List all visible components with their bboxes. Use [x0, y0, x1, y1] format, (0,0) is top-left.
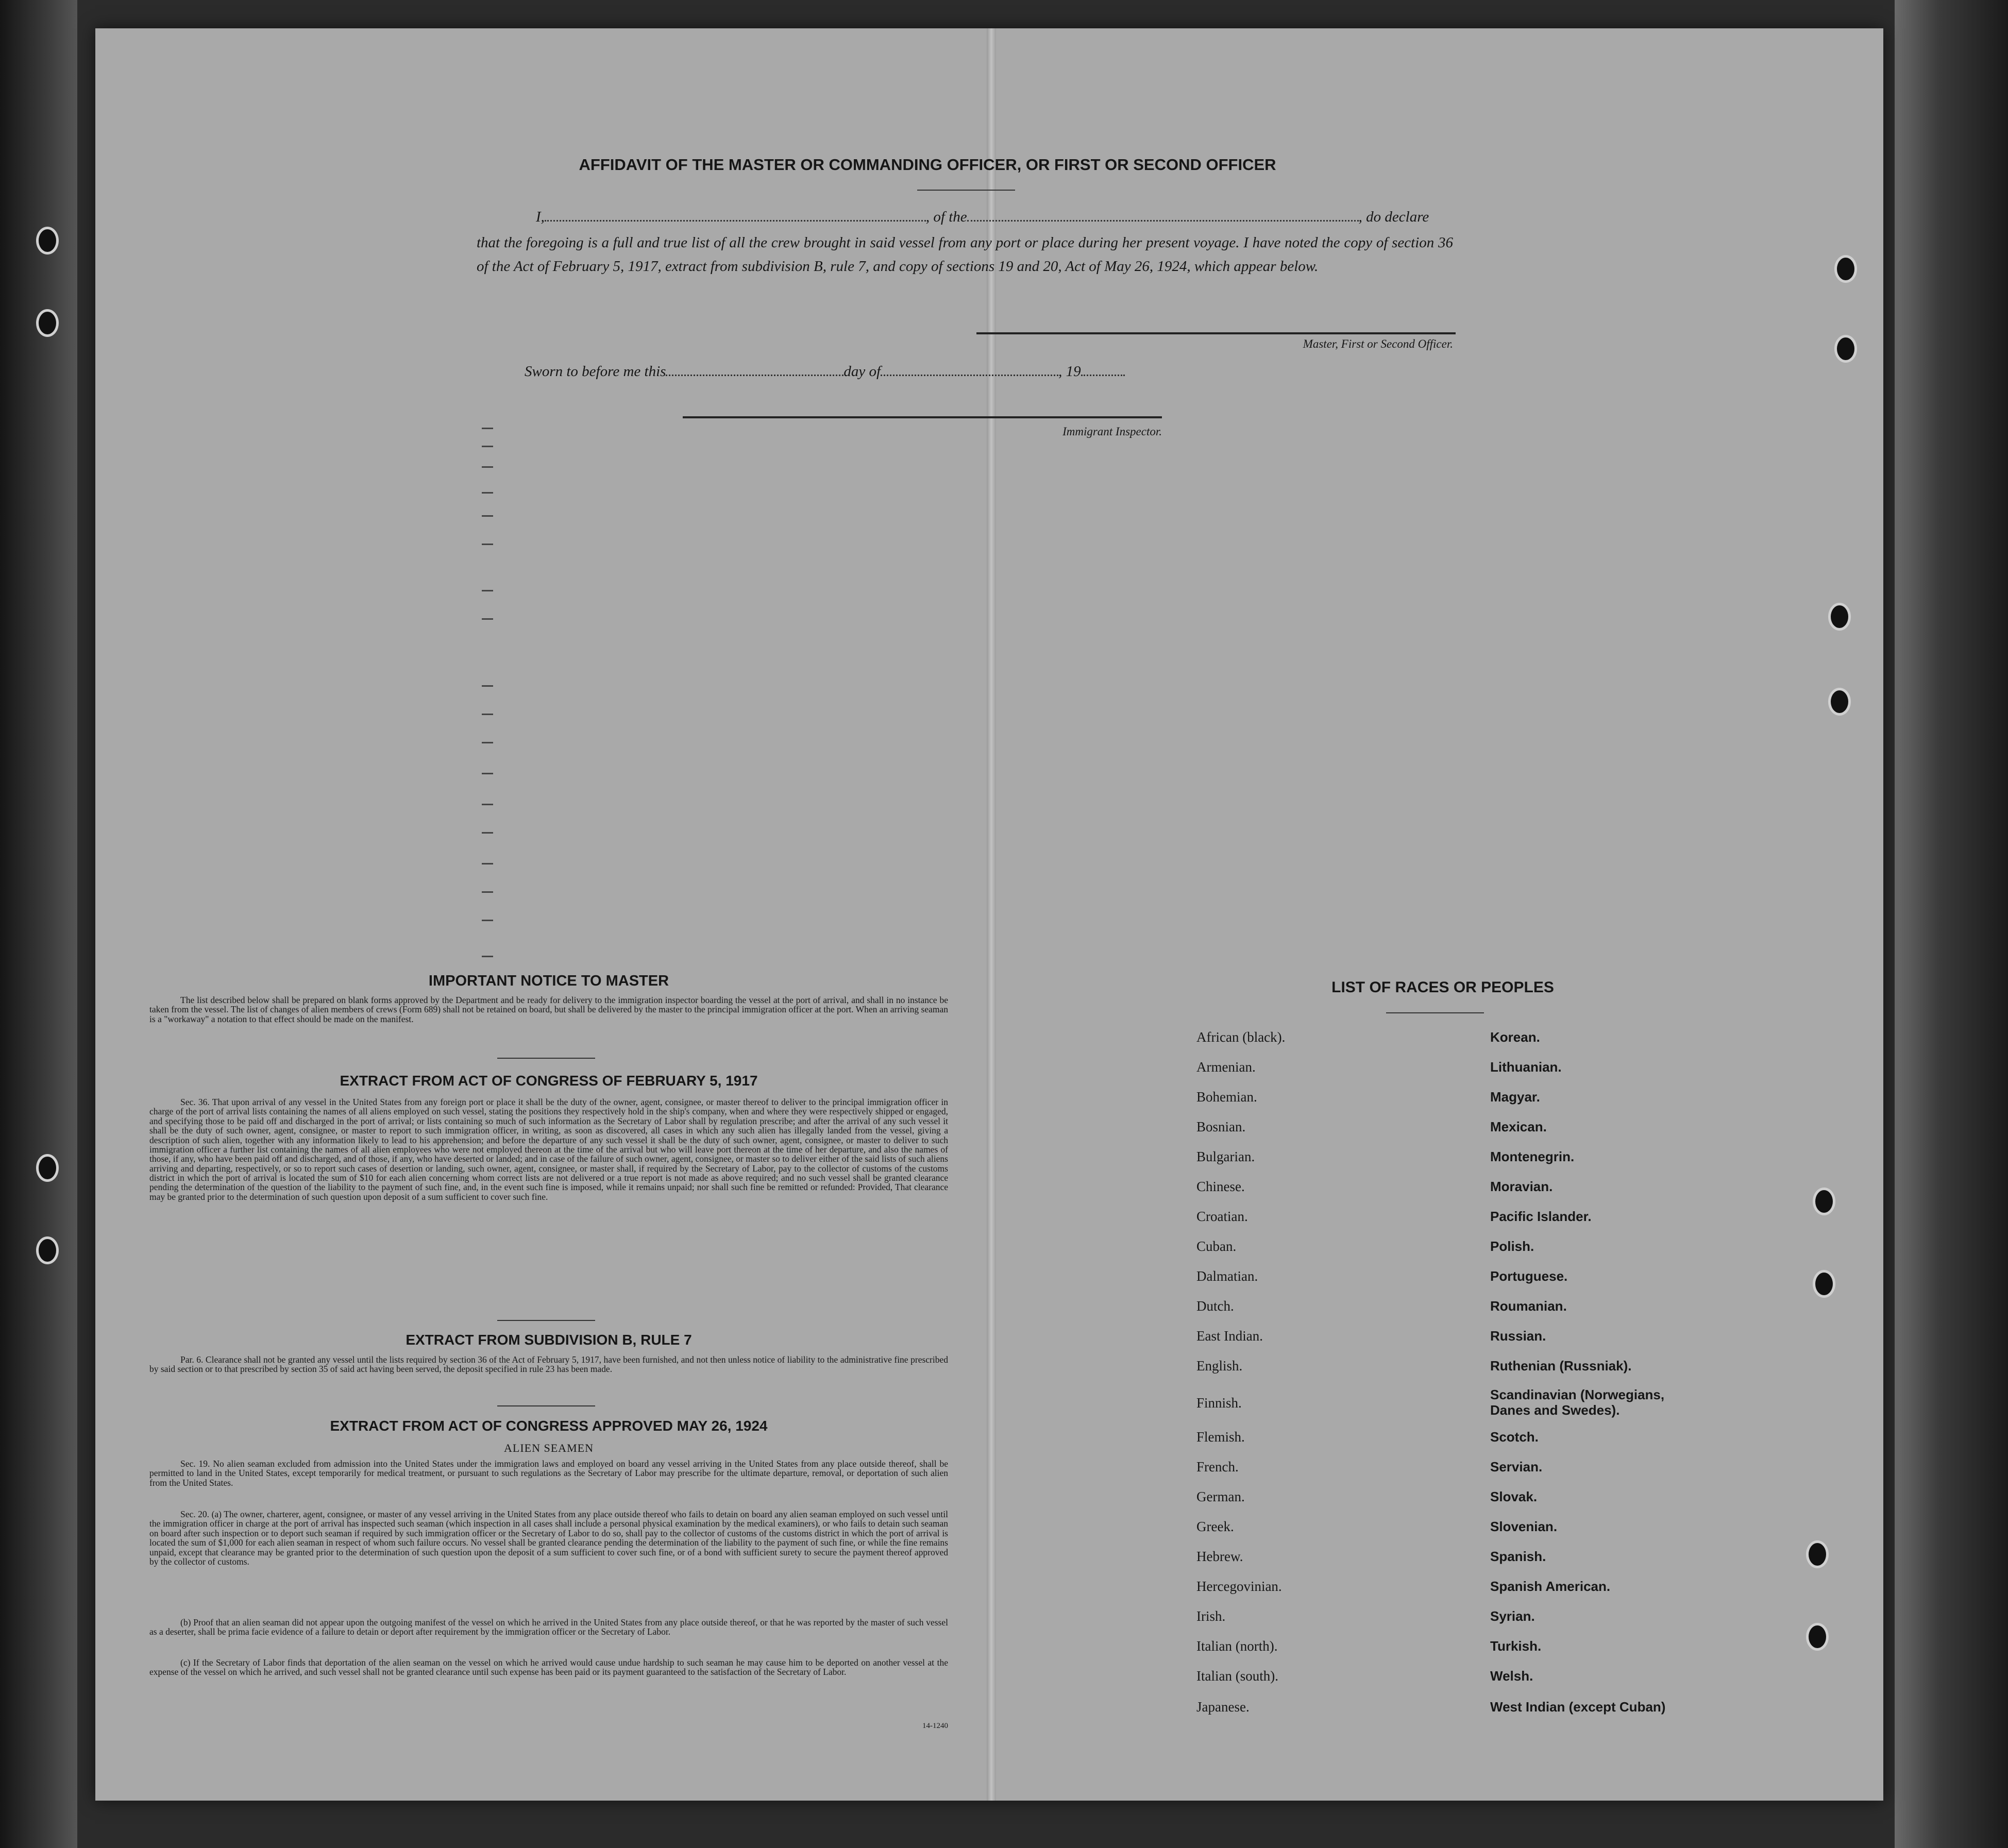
row-dash — [482, 773, 493, 774]
race-item: Scandinavian (Norwegians, Danes and Swedes). — [1490, 1387, 1665, 1418]
row-dash — [482, 685, 493, 687]
sworn-month-field[interactable] — [881, 375, 1058, 376]
section-rule — [497, 1405, 595, 1406]
extract-1924-subtitle: ALIEN SEAMEN — [504, 1442, 594, 1454]
race-item: Mexican. — [1490, 1119, 1547, 1134]
of-the-label: , of the — [925, 209, 967, 225]
row-dash — [482, 492, 493, 494]
i-label: I, — [536, 209, 545, 225]
extract-rule7-text: Par. 6. Clearance shall not be granted any vessel until the lists required by section 36 of the Act of February 5, 1917, have been furnished, and not then unless notice of liability to the administrative fine prescribed by said section or to that prescribed by section 35 of said act having been served, the deposit specified in rule 23 has been made. — [149, 1354, 948, 1375]
binder-hole — [1806, 1540, 1829, 1568]
race-item: Bohemian. — [1196, 1089, 1257, 1105]
row-dash — [482, 590, 493, 591]
row-dash — [482, 863, 493, 864]
race-item: Cuban. — [1196, 1239, 1237, 1254]
year-label: , 19 — [1058, 363, 1081, 380]
binder-hole — [1828, 603, 1851, 631]
race-item: Irish. — [1196, 1608, 1226, 1624]
race-item: Italian (north). — [1196, 1638, 1278, 1654]
race-item: Japanese. — [1196, 1699, 1250, 1715]
race-item: East Indian. — [1196, 1328, 1263, 1344]
race-item: Portuguese. — [1490, 1268, 1568, 1284]
row-dash — [482, 891, 493, 893]
race-item: Hercegovinian. — [1196, 1579, 1282, 1594]
race-item: German. — [1196, 1489, 1245, 1504]
sworn-year-field[interactable] — [1081, 375, 1125, 376]
binder-hole — [1828, 688, 1851, 716]
extract-1917-title: EXTRACT FROM ACT OF CONGRESS OF FEBRUARY 5, 1917 — [340, 1073, 758, 1089]
race-item: Syrian. — [1490, 1608, 1535, 1624]
declaration-line — [536, 209, 1453, 226]
page-fold — [987, 28, 996, 1801]
day-of-label: day of — [843, 363, 881, 380]
binder-hole — [1813, 1270, 1835, 1298]
binder-hole — [36, 1154, 59, 1182]
row-dash — [482, 920, 493, 921]
races-title: LIST OF RACES OR PEOPLES — [1331, 979, 1554, 996]
race-item: Servian. — [1490, 1459, 1543, 1474]
scan-border-left — [0, 0, 77, 1848]
affidavit-body: that the foregoing is a full and true list of all the crew brought in said vessel from any port or place during her present voyage. I have noted the copy of section 36 of the Act of February 5, 1917, extract from subdivision B, rule 7, and copy of sections 19 and 20, Act of May 26, 1924, which appear below. — [477, 234, 1453, 275]
extract-1924-title: EXTRACT FROM ACT OF CONGRESS APPROVED MAY 26, 1924 — [330, 1418, 768, 1434]
row-dash — [482, 544, 493, 545]
race-item: Armenian. — [1196, 1059, 1256, 1075]
race-item: Flemish. — [1196, 1429, 1245, 1445]
vessel-field[interactable] — [967, 220, 1359, 222]
race-item: Magyar. — [1490, 1089, 1540, 1105]
race-item: Dalmatian. — [1196, 1268, 1258, 1284]
race-item: Polish. — [1490, 1239, 1534, 1254]
row-dash — [482, 428, 493, 429]
binder-hole — [1813, 1188, 1835, 1215]
section-rule — [497, 1320, 595, 1321]
row-dash — [482, 714, 493, 715]
race-item: African (black). — [1196, 1029, 1286, 1045]
race-item: Slovak. — [1490, 1489, 1538, 1504]
race-item: Ruthenian (Russniak). — [1490, 1358, 1632, 1374]
race-item: Hebrew. — [1196, 1549, 1243, 1564]
race-item: French. — [1196, 1459, 1239, 1474]
inspector-line[interactable] — [683, 416, 1162, 418]
affidavit-title: AFFIDAVIT OF THE MASTER OR COMMANDING OFFICER, OR FIRST OR SECOND OFFICER — [579, 156, 1276, 174]
race-item: Bulgarian. — [1196, 1149, 1255, 1164]
inspector-label: Immigrant Inspector. — [1062, 425, 1162, 438]
race-item: Dutch. — [1196, 1298, 1234, 1314]
row-dash — [482, 618, 493, 620]
signature-label: Master, First or Second Officer. — [1303, 337, 1453, 350]
race-item: Chinese. — [1196, 1179, 1245, 1194]
race-item: Pacific Islander. — [1490, 1209, 1592, 1224]
race-item: Finnish. — [1196, 1395, 1242, 1411]
race-item: Korean. — [1490, 1029, 1540, 1045]
races-rule — [1386, 1012, 1484, 1013]
row-dash — [482, 742, 493, 743]
binder-hole — [36, 1236, 59, 1264]
name-field[interactable] — [545, 220, 926, 222]
row-dash — [482, 832, 493, 834]
row-dash — [482, 466, 493, 468]
race-item: Moravian. — [1490, 1179, 1553, 1194]
sworn-label: Sworn to before me this — [525, 363, 666, 380]
race-item: Italian (south). — [1196, 1668, 1278, 1684]
sec20c-text: (c) If the Secretary of Labor finds that deportation of the alien seaman on the vessel on which he arrived would cause undue hardship to such seaman he may cause him to be deported on another vessel at the expense of the vessel on which he arrived, and such vessel shall not be granted clearance until such expense has been paid or its payment guaranteed to the satisfaction of the Secretary of Labor. — [149, 1657, 948, 1677]
sec20a-text: Sec. 20. (a) The owner, charterer, agent, consignee, or master of any vessel arriving in the United States from any place outside thereof who fails to detain on board any alien seaman employed on such vessel until the immigration officer in charge at the port of arrival has inspected such seaman (which inspection in all cases shall include a personal physical examination by the medical examiners), or who fails to detain such seaman on board after such inspection or to deport such seaman if required by such immigration officer or the Secretary of Labor to do so, shall pay to the collector of customs of the customs district in which the port of arrival is located the sum of $1,000 for each alien seaman in respect of whom such failure occurs. No vessel shall be granted clearance pending the determination of the liability to the payment of such fine, or while the fine remains unpaid, except that clearance may be granted prior to the determination of such question upon the deposit of a sum sufficient to cover such fine, or of a bond with sufficient surety to secure the payment thereof approved by the collector of customs. — [149, 1509, 948, 1567]
race-item: Russian. — [1490, 1328, 1546, 1344]
sec20b-text: (b) Proof that an alien seaman did not appear upon the outgoing manifest of the vessel on which he arrived in the United States from any place outside thereof, or that he was reported by the master of such vessel as a deserter, shall be prima facie evidence of a failure to detain or deport after requirement by the immigration officer or the Secretary of Labor. — [149, 1617, 948, 1637]
race-item: Lithuanian. — [1490, 1059, 1562, 1075]
section-rule — [497, 1058, 595, 1059]
binder-hole — [1834, 255, 1857, 283]
sworn-day-field[interactable] — [666, 375, 843, 376]
race-item: Welsh. — [1490, 1668, 1533, 1684]
form-number: 14-1240 — [922, 1722, 948, 1730]
race-item: Spanish. — [1490, 1549, 1546, 1564]
race-item: Roumanian. — [1490, 1298, 1567, 1314]
race-item: Spanish American. — [1490, 1579, 1611, 1594]
race-item: Croatian. — [1196, 1209, 1248, 1224]
title-rule — [917, 190, 1015, 191]
row-dash — [482, 804, 493, 805]
race-item: Greek. — [1196, 1519, 1234, 1534]
row-dash — [482, 956, 493, 957]
race-item: Slovenian. — [1490, 1519, 1558, 1534]
sworn-line — [525, 363, 1194, 380]
binder-hole — [36, 309, 59, 337]
race-item: English. — [1196, 1358, 1243, 1374]
race-item: Montenegrin. — [1490, 1149, 1575, 1164]
race-item: Scotch. — [1490, 1429, 1539, 1445]
signature-line[interactable] — [976, 332, 1456, 334]
race-item: West Indian (except Cuban) — [1490, 1699, 1666, 1715]
binder-hole — [1834, 335, 1857, 363]
extract-rule7-title: EXTRACT FROM SUBDIVISION B, RULE 7 — [406, 1332, 692, 1348]
do-declare-label: , do declare — [1358, 209, 1429, 225]
extract-1917-text: Sec. 36. That upon arrival of any vessel in the United States from any foreign port or place it shall be the duty of the owner, agent, consignee, or master thereof to deliver to the principal immigration officer in charge of the port of arrival lists containing the names of all aliens employed on such vessel, stating the positions they respectively hold in the ship's company, when and where they were respectively shipped or engaged, and specifying those to be paid off and discharged in the port of arrival; or lists containing so much of such information as the Secretary of Labor shall by regulation prescribe; and after the arrival of any such vessel it shall be the duty of such owner, agent, consignee, or master to report to such immigration officer, in writing, as soon as discovered, all cases in which any such alien has illegally landed from the vessel, giving a description of such alien, together with any information likely to lead to his apprehension; and before the departure of any such vessel it shall be the duty of such owner, agent, consignee, or master to deliver to such immigration officer a further list containing the names of all alien employees who were not employed thereon at the time of the arrival but who will leave port thereon at the time of her departure, and also the names of those, if any, who have been paid off and discharged, and of those, if any, who have deserted or landed; and in case of the failure of such owner, agent, consignee, or master so to deliver either of the said lists of such aliens arriving and departing, respectively, or so to report such cases of desertion or landing, such owner, agent, consignee, or master shall, if required by the Secretary of Labor, pay to the collector of customs of the customs district in which the port of arrival is located the sum of $10 for each alien concerning whom correct lists are not delivered or a true report is not made as above required; and no such vessel shall be granted clearance pending the determination of the question of the liability to the payment of such fine, and, in the event such fine is imposed, while it remains unpaid; nor shall such fine be remitted or refunded: Provided, That clearance may be granted prior to the determination of such question upon deposit of a sum sufficient to cover such fine. — [149, 1097, 948, 1202]
notice-text: The list described below shall be prepared on blank forms approved by the Department and be ready for delivery to the immigration inspector boarding the vessel at the port of arrival, and shall in no instance be taken from the vessel. The list of changes of alien members of crews (Form 689) shall not be retained on board, but shall be delivered by the master to the principal immigration officer at the port. When an arriving seaman is a "workaway" a notation to that effect should be made on the manifest. — [149, 995, 948, 1024]
race-item: Turkish. — [1490, 1638, 1542, 1654]
binder-hole — [36, 227, 59, 255]
sec19-text: Sec. 19. No alien seaman excluded from admission into the United States under the immigration laws and employed on board any vessel arriving in the United States from any place outside thereof, shall be permitted to land in the United States, except temporarily for medical treatment, or pursuant to such regulations as the Secretary of Labor may prescribe for the ultimate departure, removal, or deportation of such alien from the United States. — [149, 1459, 948, 1488]
race-item: Bosnian. — [1196, 1119, 1246, 1134]
notice-title: IMPORTANT NOTICE TO MASTER — [428, 973, 669, 989]
binder-hole — [1806, 1623, 1829, 1651]
row-dash — [482, 446, 493, 447]
scan-border-right — [1895, 0, 2008, 1848]
row-dash — [482, 515, 493, 517]
